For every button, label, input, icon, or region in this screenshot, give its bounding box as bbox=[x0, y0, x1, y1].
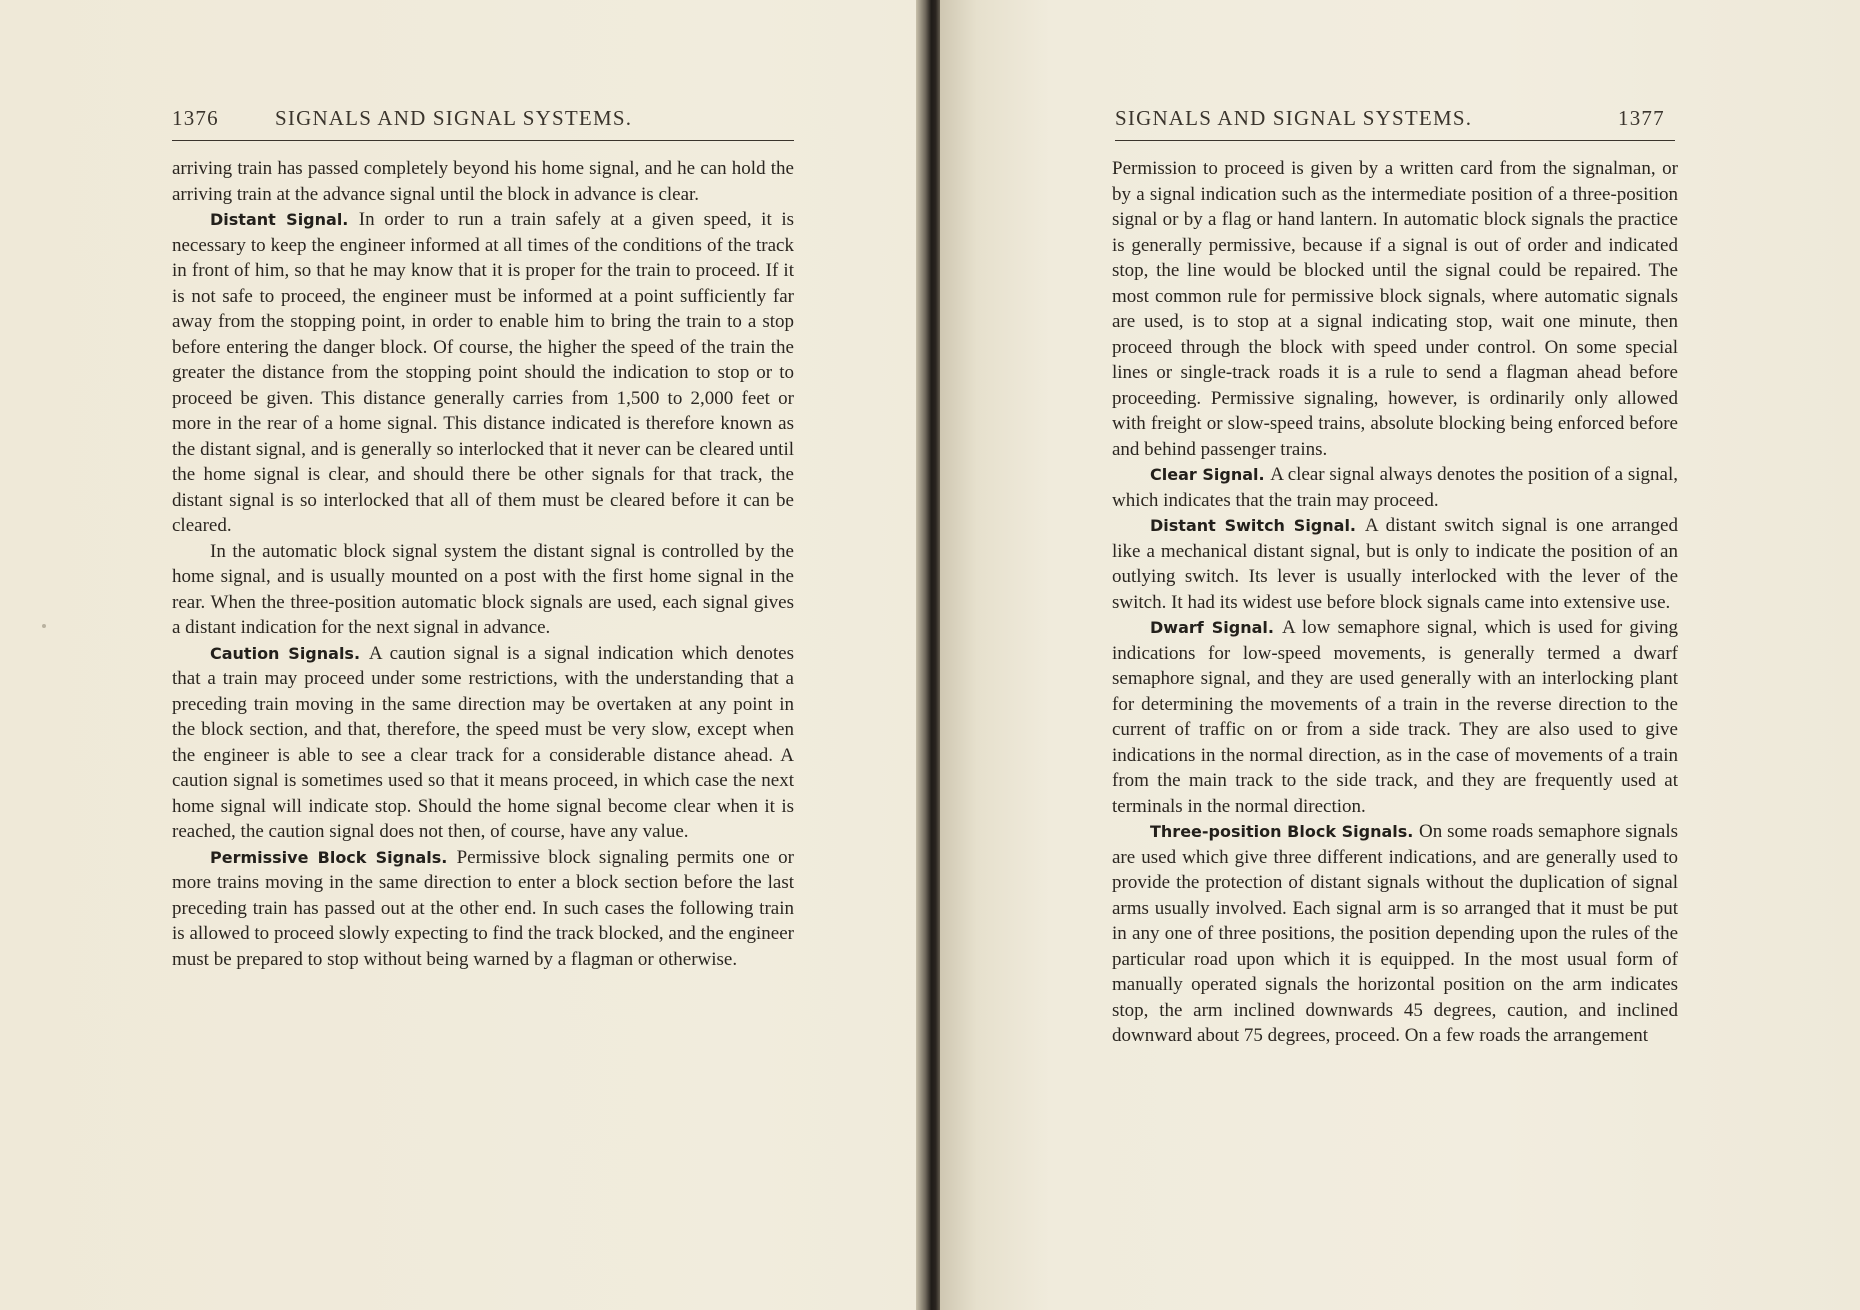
run-in-heading: Dwarf Signal. bbox=[1150, 618, 1282, 637]
paragraph-caution-signals: Caution Signals. A caution signal is a signal indication which denotes that a train may proceed under some restrictions, with the understanding that a preceding train moving in the same direction may be overtaken at any point in the block section, and that, therefore, the speed must be very slow, except when the engineer is able to see a clear track for a considerable distance ahead. A caution signal is sometimes used so that it means proceed, in which case the next home signal will indicate stop. Should the home signal become clear when it is reached, the caution signal does not then, of course, have any value. bbox=[172, 642, 794, 842]
right-running-title: SIGNALS AND SIGNAL SYSTEMS. bbox=[1115, 106, 1473, 130]
paragraph-dwarf-signal: Dwarf Signal. A low semaphore signal, which is used for giving indications for low-speed movements, is generally termed a dwarf semaphore signal, and they are used generally with an interlocking plant for determining the movements of a train in the reverse direction to the current of traffic on or from a side track. They are also used to give indications in the normal direction, as in the case of movements of a train from the main track to the side track, and they are frequently used at terminals in the normal direction. bbox=[1112, 617, 1678, 817]
right-header-rule bbox=[1115, 140, 1675, 141]
paragraph-permissive-block-signals: Permissive Block Signals. Permissive block signaling permits one or more trains moving in the same direction to enter a block section before the last preceding train has passed out at the other end. In such cases the following train is allowed to proceed slowly expecting to find the track blocked, and the engineer must be prepared to stop without being warned by a flagman or otherwise. bbox=[172, 846, 794, 970]
run-in-heading: Clear Signal. bbox=[1150, 465, 1271, 484]
right-page-number: 1377 bbox=[1618, 106, 1665, 130]
paragraph: In the automatic block signal system the distant signal is controlled by the home signal, and is usually mounted on a post with the first home signal in the rear. When the three-position automatic block signals are used, each signal gives a distant indication for the next signal in advance. bbox=[172, 540, 794, 638]
left-page-number: 1376 bbox=[172, 106, 219, 130]
paragraph-three-position-block-signals: Three-position Block Signals. On some roads semaphore signals are used which give three different indications, and are generally used to provide the protection of distant signals without the duplication of signal arms usually involved. Each signal arm is so arranged that it must be put in any one of three positions, the position depending upon the rules of the particular road upon which it is equipped. In the most usual form of manually operated signals the horizontal position on the arm indicates stop, the arm inclined downwards 45 degrees, caution, and inclined downward about 75 degrees, proceed. On a few roads the arrangement bbox=[1112, 821, 1678, 1046]
right-body-text bbox=[1112, 156, 1678, 1049]
left-page bbox=[0, 0, 926, 1310]
run-in-heading: Three-position Block Signals. bbox=[1150, 822, 1420, 841]
paragraph-distant-signal: Distant Signal. In order to run a train safely at a given speed, it is necessary to keep the engineer informed at all times of the conditions of the track in front of him, so that he may know that it is proper for the train to proceed. If it is not safe to proceed, the engineer must be informed at a point sufficiently far away from the stopping point, in order to enable him to bring the train to a stop before entering the danger block. Of course, the higher the speed of the train the greater the distance from the stopping point should the indication to stop or to proceed be given. This distance generally carries from 1,500 to 2,000 feet or more in the rear of a home signal. This distance indicated is therefore known as the distant signal, and is generally so interlocked that it never can be cleared until the home signal is clear, and should there be other signals for that track, the distant signal is so interlocked that all of them must be cleared before it can be cleared. bbox=[172, 209, 794, 536]
run-in-heading: Distant Switch Signal. bbox=[1150, 516, 1365, 535]
run-in-heading: Permissive Block Signals. bbox=[210, 847, 457, 867]
right-page bbox=[940, 0, 1860, 1310]
left-header-rule bbox=[172, 140, 794, 141]
left-running-title: SIGNALS AND SIGNAL SYSTEMS. bbox=[275, 106, 633, 130]
paragraph: Permission to proceed is given by a written card from the signalman, or by a signal indication such as the intermediate position of a three-position signal or by a flag or hand lantern. In automatic block signals the practice is generally permissive, because if a signal is out of order and indicated stop, the line would be blocked until the signal could be repaired. The most common rule for permissive block signals, where automatic signals are used, is to stop at a signal indicating stop, wait one minute, then proceed through the block with speed under control. On some special lines or single-track roads it is a rule to send a flagman ahead before proceeding. Permissive signaling, however, is ordinarily only allowed with freight or slow-speed trains, absolute blocking being enforced before and behind passenger trains. bbox=[1112, 158, 1678, 460]
paragraph-clear-signal: Clear Signal. A clear signal always denotes the position of a signal, which indicates that the train may proceed. bbox=[1112, 464, 1678, 511]
right-running-head bbox=[1115, 106, 1675, 136]
page-blemish bbox=[42, 624, 46, 628]
left-body-text bbox=[172, 156, 794, 972]
paragraph-distant-switch-signal: Distant Switch Signal. A distant switch signal is one arranged like a mechanical distant signal, but is only to indicate the position of an outlying switch. Its lever is usually interlocked with the lever of the switch. It had its widest use before block signals came into extensive use. bbox=[1112, 515, 1678, 613]
left-running-head bbox=[172, 106, 792, 136]
run-in-heading: Distant Signal. bbox=[210, 210, 359, 229]
run-in-heading: Caution Signals. bbox=[210, 643, 369, 663]
paragraph: arriving train has passed completely beyond his home signal, and he can hold the arriving train at the advance signal until the block in advance is clear. bbox=[172, 158, 794, 205]
